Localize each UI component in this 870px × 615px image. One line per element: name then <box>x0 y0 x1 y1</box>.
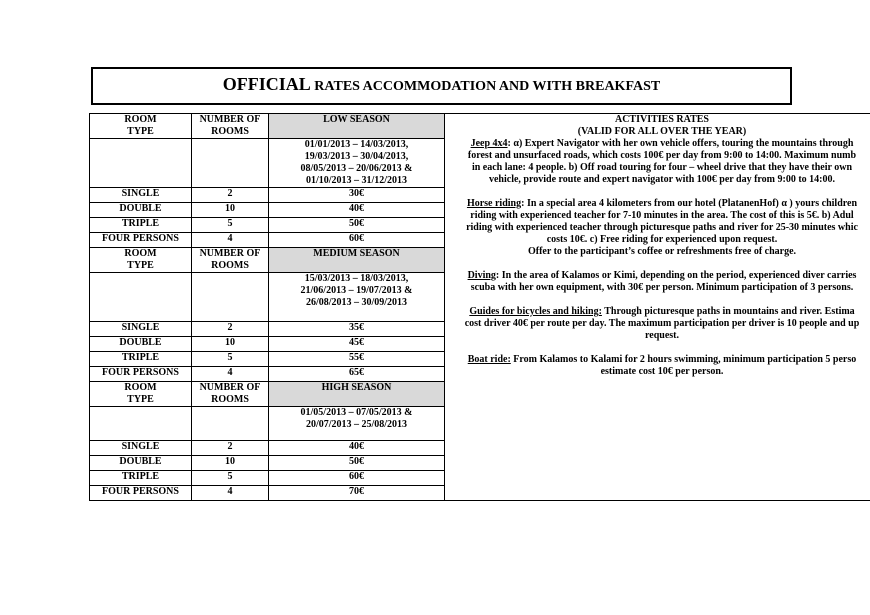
room-price: 60€ <box>269 471 445 486</box>
room-type: DOUBLE <box>90 337 192 352</box>
room-type: DOUBLE <box>90 203 192 218</box>
room-price: 40€ <box>269 203 445 218</box>
header-rooms: NUMBER OF ROOMS <box>192 248 269 273</box>
room-type: SINGLE <box>90 188 192 203</box>
room-count: 2 <box>192 441 269 456</box>
rates-table <box>89 113 870 501</box>
room-count: 10 <box>192 337 269 352</box>
title-official: OFFICIAL <box>222 74 311 94</box>
season-dates-high: 01/05/2013 – 07/05/2013 & 20/07/2013 – 25/08/2013 <box>269 407 445 441</box>
room-type: SINGLE <box>90 322 192 337</box>
empty-cell <box>90 407 192 441</box>
title-rest: RATES ACCOMMODATION AND WITH BREAKFAST <box>310 79 661 94</box>
room-count: 4 <box>192 233 269 248</box>
activity-horse-riding: Horse riding: In a special area 4 kilometers from our hotel (PlatanenHof) α ) yours children riding with experienced teacher for 7-10 minutes in the area. The cost of this is 5€. b) Adul riding with experienced teacher through picturesque paths and river for 25-30 minutes whic costs 10€. c) Free riding for experienced upon request. Offer to the participant’s coffee or refreshments free of charge. <box>466 198 858 257</box>
room-count: 4 <box>192 486 269 501</box>
room-count: 5 <box>192 471 269 486</box>
empty-cell <box>192 407 269 441</box>
header-room-type: ROOM TYPE <box>90 114 192 139</box>
season-dates-medium: 15/03/2013 – 18/03/2013, 21/06/2013 – 19/07/2013 & 26/08/2013 – 30/09/2013 <box>269 273 445 322</box>
room-count: 2 <box>192 188 269 203</box>
activity-boat-ride: Boat ride: From Kalamos to Kalami for 2 hours swimming, minimum participation 5 perso estimate cost 10€ per person. <box>467 354 857 377</box>
empty-cell <box>90 273 192 322</box>
header-room-type: ROOM TYPE <box>90 382 192 407</box>
empty-cell <box>192 273 269 322</box>
season-header-medium: MEDIUM SEASON <box>269 248 445 273</box>
room-price: 30€ <box>269 188 445 203</box>
room-type: FOUR PERSONS <box>90 233 192 248</box>
room-type: TRIPLE <box>90 218 192 233</box>
room-price: 65€ <box>269 367 445 382</box>
page-title <box>91 67 792 105</box>
room-price: 55€ <box>269 352 445 367</box>
room-price: 70€ <box>269 486 445 501</box>
season-header-low: LOW SEASON <box>269 114 445 139</box>
header-rooms: NUMBER OF ROOMS <box>192 114 269 139</box>
activities-header: ACTIVITIES RATES (VALID FOR ALL OVER THE YEAR) <box>577 114 747 137</box>
room-count: 10 <box>192 456 269 471</box>
room-count: 10 <box>192 203 269 218</box>
room-type: TRIPLE <box>90 471 192 486</box>
room-type: FOUR PERSONS <box>90 486 192 501</box>
season-dates-low: 01/01/2013 – 14/03/2013, 19/03/2013 – 30/04/2013, 08/05/2013 – 20/06/2013 & 01/10/2013 – 31/12/2013 <box>269 139 445 188</box>
activity-diving: Diving: In the area of Kalamos or Kimi, depending on the period, experienced diver carries scuba with her own equipment, with 30€ per person. Minimum participation of 3 persons. <box>467 270 857 293</box>
room-price: 60€ <box>269 233 445 248</box>
activity-guides: Guides for bicycles and hiking: Through picturesque paths in mountains and river. Estima cost driver 40€ per route per day. The maximum participation per driver is 10 people and up request. <box>464 306 860 341</box>
room-count: 2 <box>192 322 269 337</box>
header-room-type: ROOM TYPE <box>90 248 192 273</box>
season-header-high: HIGH SEASON <box>269 382 445 407</box>
empty-cell <box>192 139 269 188</box>
room-price: 50€ <box>269 218 445 233</box>
room-price: 35€ <box>269 322 445 337</box>
activities-cell <box>445 114 870 501</box>
room-price: 40€ <box>269 441 445 456</box>
room-type: FOUR PERSONS <box>90 367 192 382</box>
room-type: TRIPLE <box>90 352 192 367</box>
room-price: 45€ <box>269 337 445 352</box>
room-count: 5 <box>192 218 269 233</box>
room-price: 50€ <box>269 456 445 471</box>
room-type: SINGLE <box>90 441 192 456</box>
room-count: 4 <box>192 367 269 382</box>
room-type: DOUBLE <box>90 456 192 471</box>
header-rooms: NUMBER OF ROOMS <box>192 382 269 407</box>
empty-cell <box>90 139 192 188</box>
room-count: 5 <box>192 352 269 367</box>
activity-jeep: Jeep 4x4: α) Expert Navigator with her own vehicle offers, touring the mountains through forest and unsurfaced roads, which costs 100€ per day from 9:00 to 14:00. Maximum numb in each lane: 4 people. b) Off road touring for four – wheel drive that they have their own vehicle, provide route and expert navigator with 100€ per day from 9:00 to 14:00. <box>467 138 857 185</box>
